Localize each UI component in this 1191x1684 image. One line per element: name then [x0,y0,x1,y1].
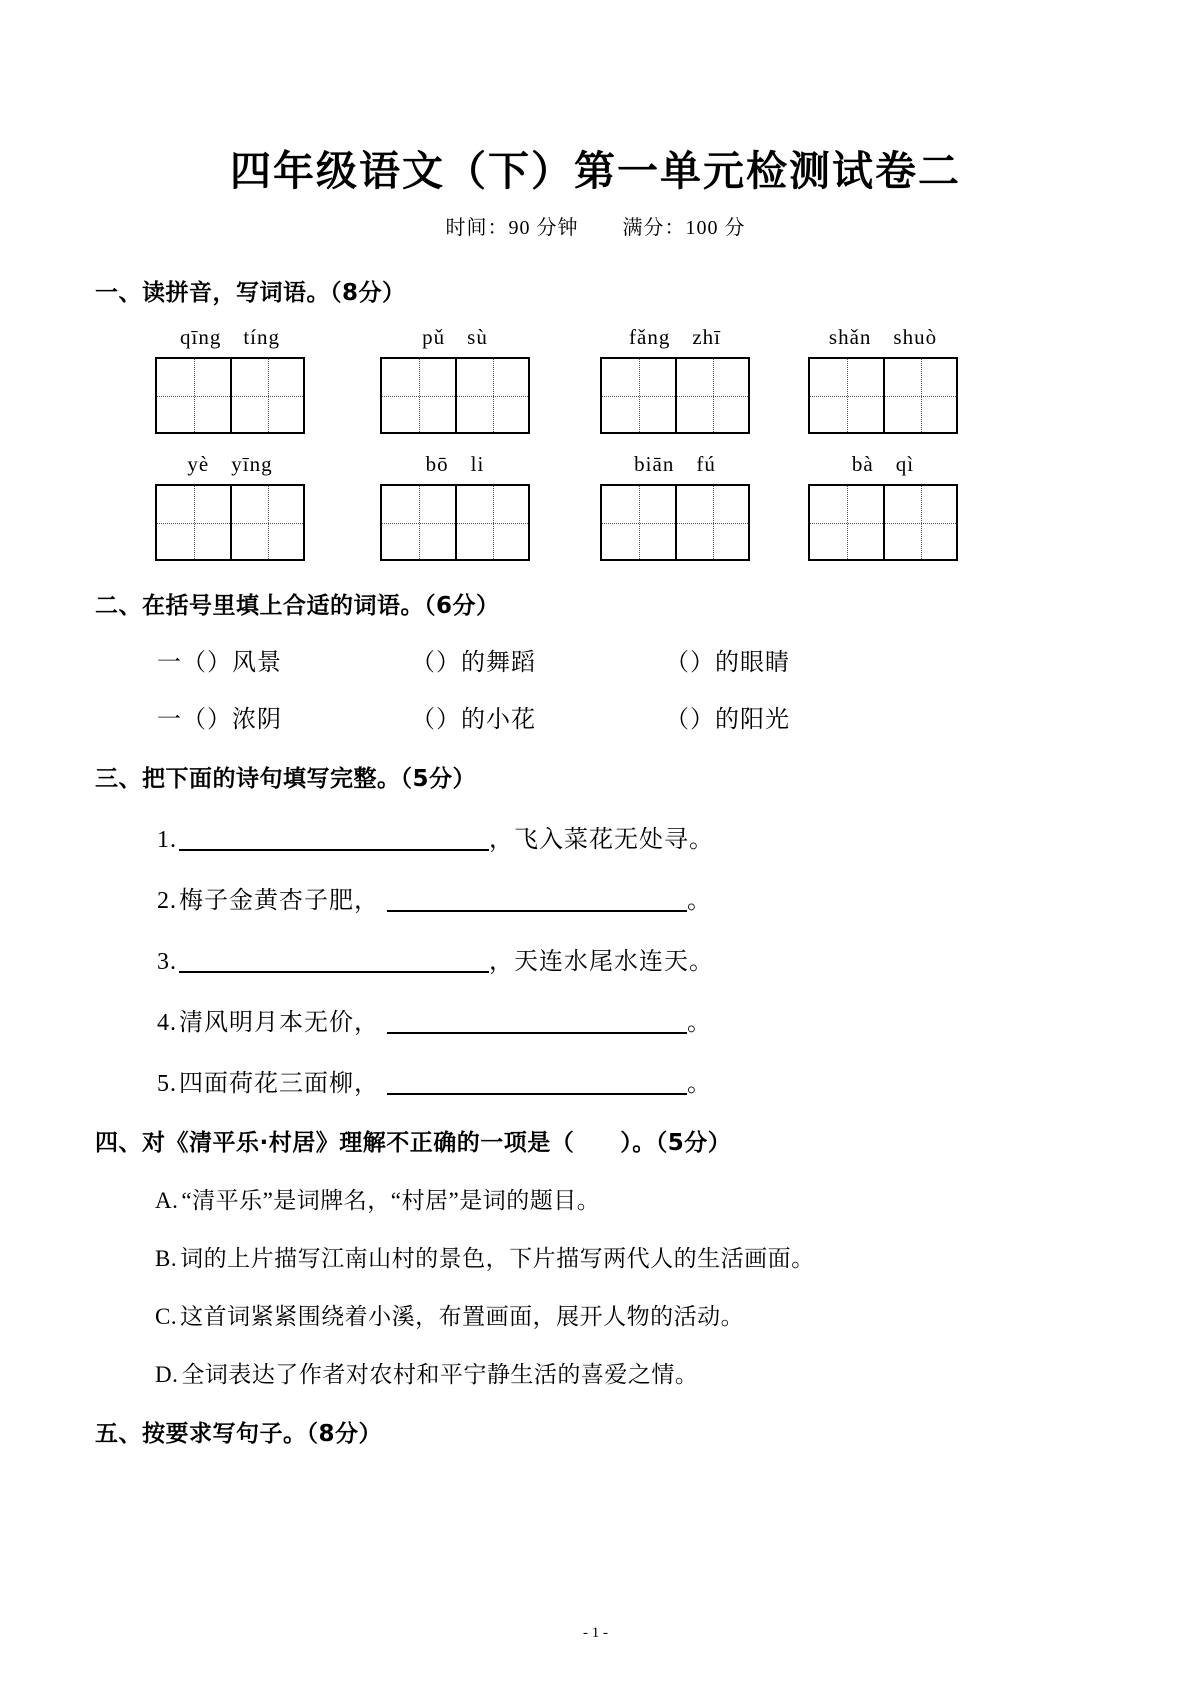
pinyin-grid-item [380,452,530,561]
exam-meta [95,211,1096,240]
option-label: A. [155,1188,179,1214]
option-text: “清平乐”是词牌名，“村居”是词的题目。 [181,1188,601,1214]
pinyin-label: bō li [425,452,485,477]
option-a[interactable] [155,1182,1096,1215]
poem-item-text: ，天连水尾水连天。 [489,949,714,976]
poem-answer-blank[interactable] [179,823,489,851]
word-fill-line [157,642,1096,677]
word-fill-item[interactable]: 一（）浓阴 [157,707,282,734]
poem-item-text: ，飞入菜花无处寻。 [489,827,714,854]
pinyin-label: pǔ sù [422,325,488,350]
pinyin-grid-item [600,452,750,561]
poem-item-text: 四面荷花三面柳， [179,1071,379,1098]
option-label: D. [155,1362,179,1388]
tianzige-box-pair[interactable] [155,357,305,434]
poem-fill-line [157,819,1096,854]
tianzige-box-pair[interactable] [155,484,305,561]
option-label: B. [155,1246,178,1272]
section-3-heading: 三、把下面的诗句填写完整。（5分） [95,766,477,793]
tianzige-box-pair[interactable] [600,484,750,561]
poem-fill-line [157,1063,1096,1098]
word-fill-item[interactable]: （）的眼睛 [665,650,790,677]
word-fill-item[interactable]: （）的阳光 [665,707,790,734]
poem-answer-blank[interactable] [387,1006,687,1034]
poem-fill-line [157,941,1096,976]
poem-item-number: 5. [157,1071,177,1098]
option-c[interactable] [155,1298,1096,1331]
pinyin-label: fǎng zhī [629,325,721,350]
option-text: 词的上片描写江南山村的景色，下片描写两代人的生活画面。 [180,1246,815,1272]
total-score-label: 满分：100 分 [622,217,746,240]
poem-item-text-end: 。 [687,1071,712,1098]
pinyin-label: qīng tíng [179,325,280,350]
word-fill-item[interactable]: （）的舞蹈 [411,650,536,677]
option-label: C. [155,1304,178,1330]
tianzige-box-pair[interactable] [808,357,958,434]
tianzige-box-pair[interactable] [380,357,530,434]
poem-item-text-end: 。 [687,1010,712,1037]
pinyin-grid-row-2 [95,452,1096,561]
pinyin-grid-item [155,452,305,561]
pinyin-grid-row-1 [95,325,1096,434]
pinyin-grid-item [380,325,530,434]
option-d[interactable] [155,1356,1096,1389]
poem-fill-line [157,880,1096,915]
pinyin-label: bà qì [851,452,915,477]
word-fill-line [157,699,1096,734]
page-number: - 1 - [583,1625,608,1641]
word-fill-item[interactable]: （）的小花 [411,707,536,734]
poem-item-text: 梅子金黄杏子肥， [179,888,379,915]
poem-item-number: 4. [157,1010,177,1037]
section-1-heading: 一、读拼音，写词语。（8分） [95,280,406,307]
poem-item-text-end: 。 [687,888,712,915]
pinyin-grid-item [600,325,750,434]
pinyin-label: shǎn shuò [828,325,938,350]
time-limit-label: 时间：90 分钟 [445,217,579,240]
section-5-heading: 五、按要求写句子。（8分） [95,1421,383,1448]
tianzige-box-pair[interactable] [380,484,530,561]
page-title: 四年级语文（下）第一单元检测试卷二 [230,147,961,195]
option-text: 这首词紧紧围绕着小溪，布置画面，展开人物的活动。 [180,1304,745,1330]
pinyin-label: yè yīng [187,452,273,477]
poem-fill-line [157,1002,1096,1037]
section-4-heading-post: ）。（5分） [620,1130,732,1157]
section-4-heading [95,1124,1096,1157]
pinyin-label: biān fú [634,452,716,477]
poem-answer-blank[interactable] [387,884,687,912]
poem-item-text: 清风明月本无价， [179,1010,379,1037]
poem-item-number: 1. [157,827,177,854]
tianzige-box-pair[interactable] [600,357,750,434]
option-b[interactable] [155,1240,1096,1273]
pinyin-grid-item [808,325,958,434]
section-2-heading: 二、在括号里填上合适的词语。（6分） [95,593,500,620]
option-text: 全词表达了作者对农村和平宁静生活的喜爱之情。 [181,1362,699,1388]
section-4-heading-pre: 四、对《清平乐·村居》理解不正确的一项是（ [95,1130,575,1157]
poem-answer-blank[interactable] [387,1067,687,1095]
word-fill-item[interactable]: 一（）风景 [157,650,282,677]
pinyin-grid-item [155,325,305,434]
poem-item-number: 3. [157,949,177,976]
tianzige-box-pair[interactable] [808,484,958,561]
pinyin-grid-item [808,452,958,561]
poem-item-number: 2. [157,888,177,915]
poem-answer-blank[interactable] [179,945,489,973]
